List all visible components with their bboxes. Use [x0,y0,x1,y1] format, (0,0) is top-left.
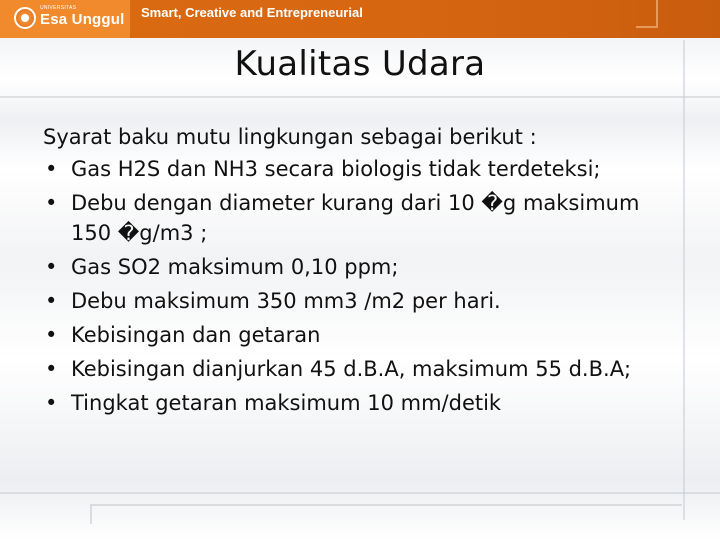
list-item-text: Gas SO2 maksimum 0,10 ppm; [71,255,399,279]
bullet-icon: • [45,157,58,181]
decorative-line [0,492,720,494]
logo-name: Esa Unggul [40,11,125,28]
list-item-text: Gas H2S dan NH3 secara biologis tidak terdeteksi; [71,157,601,181]
list-item [43,252,683,282]
list-item-text: Tingkat getaran maksimum 10 mm/detik [71,391,502,415]
header-bar [0,0,720,38]
list-item [43,154,683,184]
list-item-text: Debu dengan diameter kurang dari 10 �g maksimum 150 �g/m3 ; [71,191,640,245]
slide-title: Kualitas Udara [234,44,486,84]
list-item [43,286,683,316]
bullet-icon: • [45,391,58,415]
logo-emblem-icon [14,7,36,29]
list-item [43,320,683,350]
decorative-line [683,40,685,520]
list-item [43,188,683,248]
list-item-text: Kebisingan dianjurkan 45 d.B.A, maksimum 55 d.B.A; [71,357,632,381]
list-item [43,354,683,384]
bullet-icon: • [45,289,58,313]
header-tagline: Smart, Creative and Entrepreneurial [141,5,363,20]
slide-content [43,122,683,422]
bullet-icon: • [45,255,58,279]
list-item-text: Kebisingan dan getaran [71,323,321,347]
university-logo [0,0,130,38]
header-decoration [636,0,658,28]
list-item [43,388,683,418]
bullet-icon: • [45,323,58,347]
bullet-icon: • [45,191,58,215]
list-item-text: Debu maksimum 350 mm3 /m2 per hari. [71,289,501,313]
decorative-line [0,96,720,98]
intro-text: Syarat baku mutu lingkungan sebagai berikut : [43,125,537,149]
bullet-list [43,154,683,418]
bullet-icon: • [45,357,58,381]
footer-decoration [90,504,682,524]
logo-small-text: UNIVERSITAS [40,5,77,11]
